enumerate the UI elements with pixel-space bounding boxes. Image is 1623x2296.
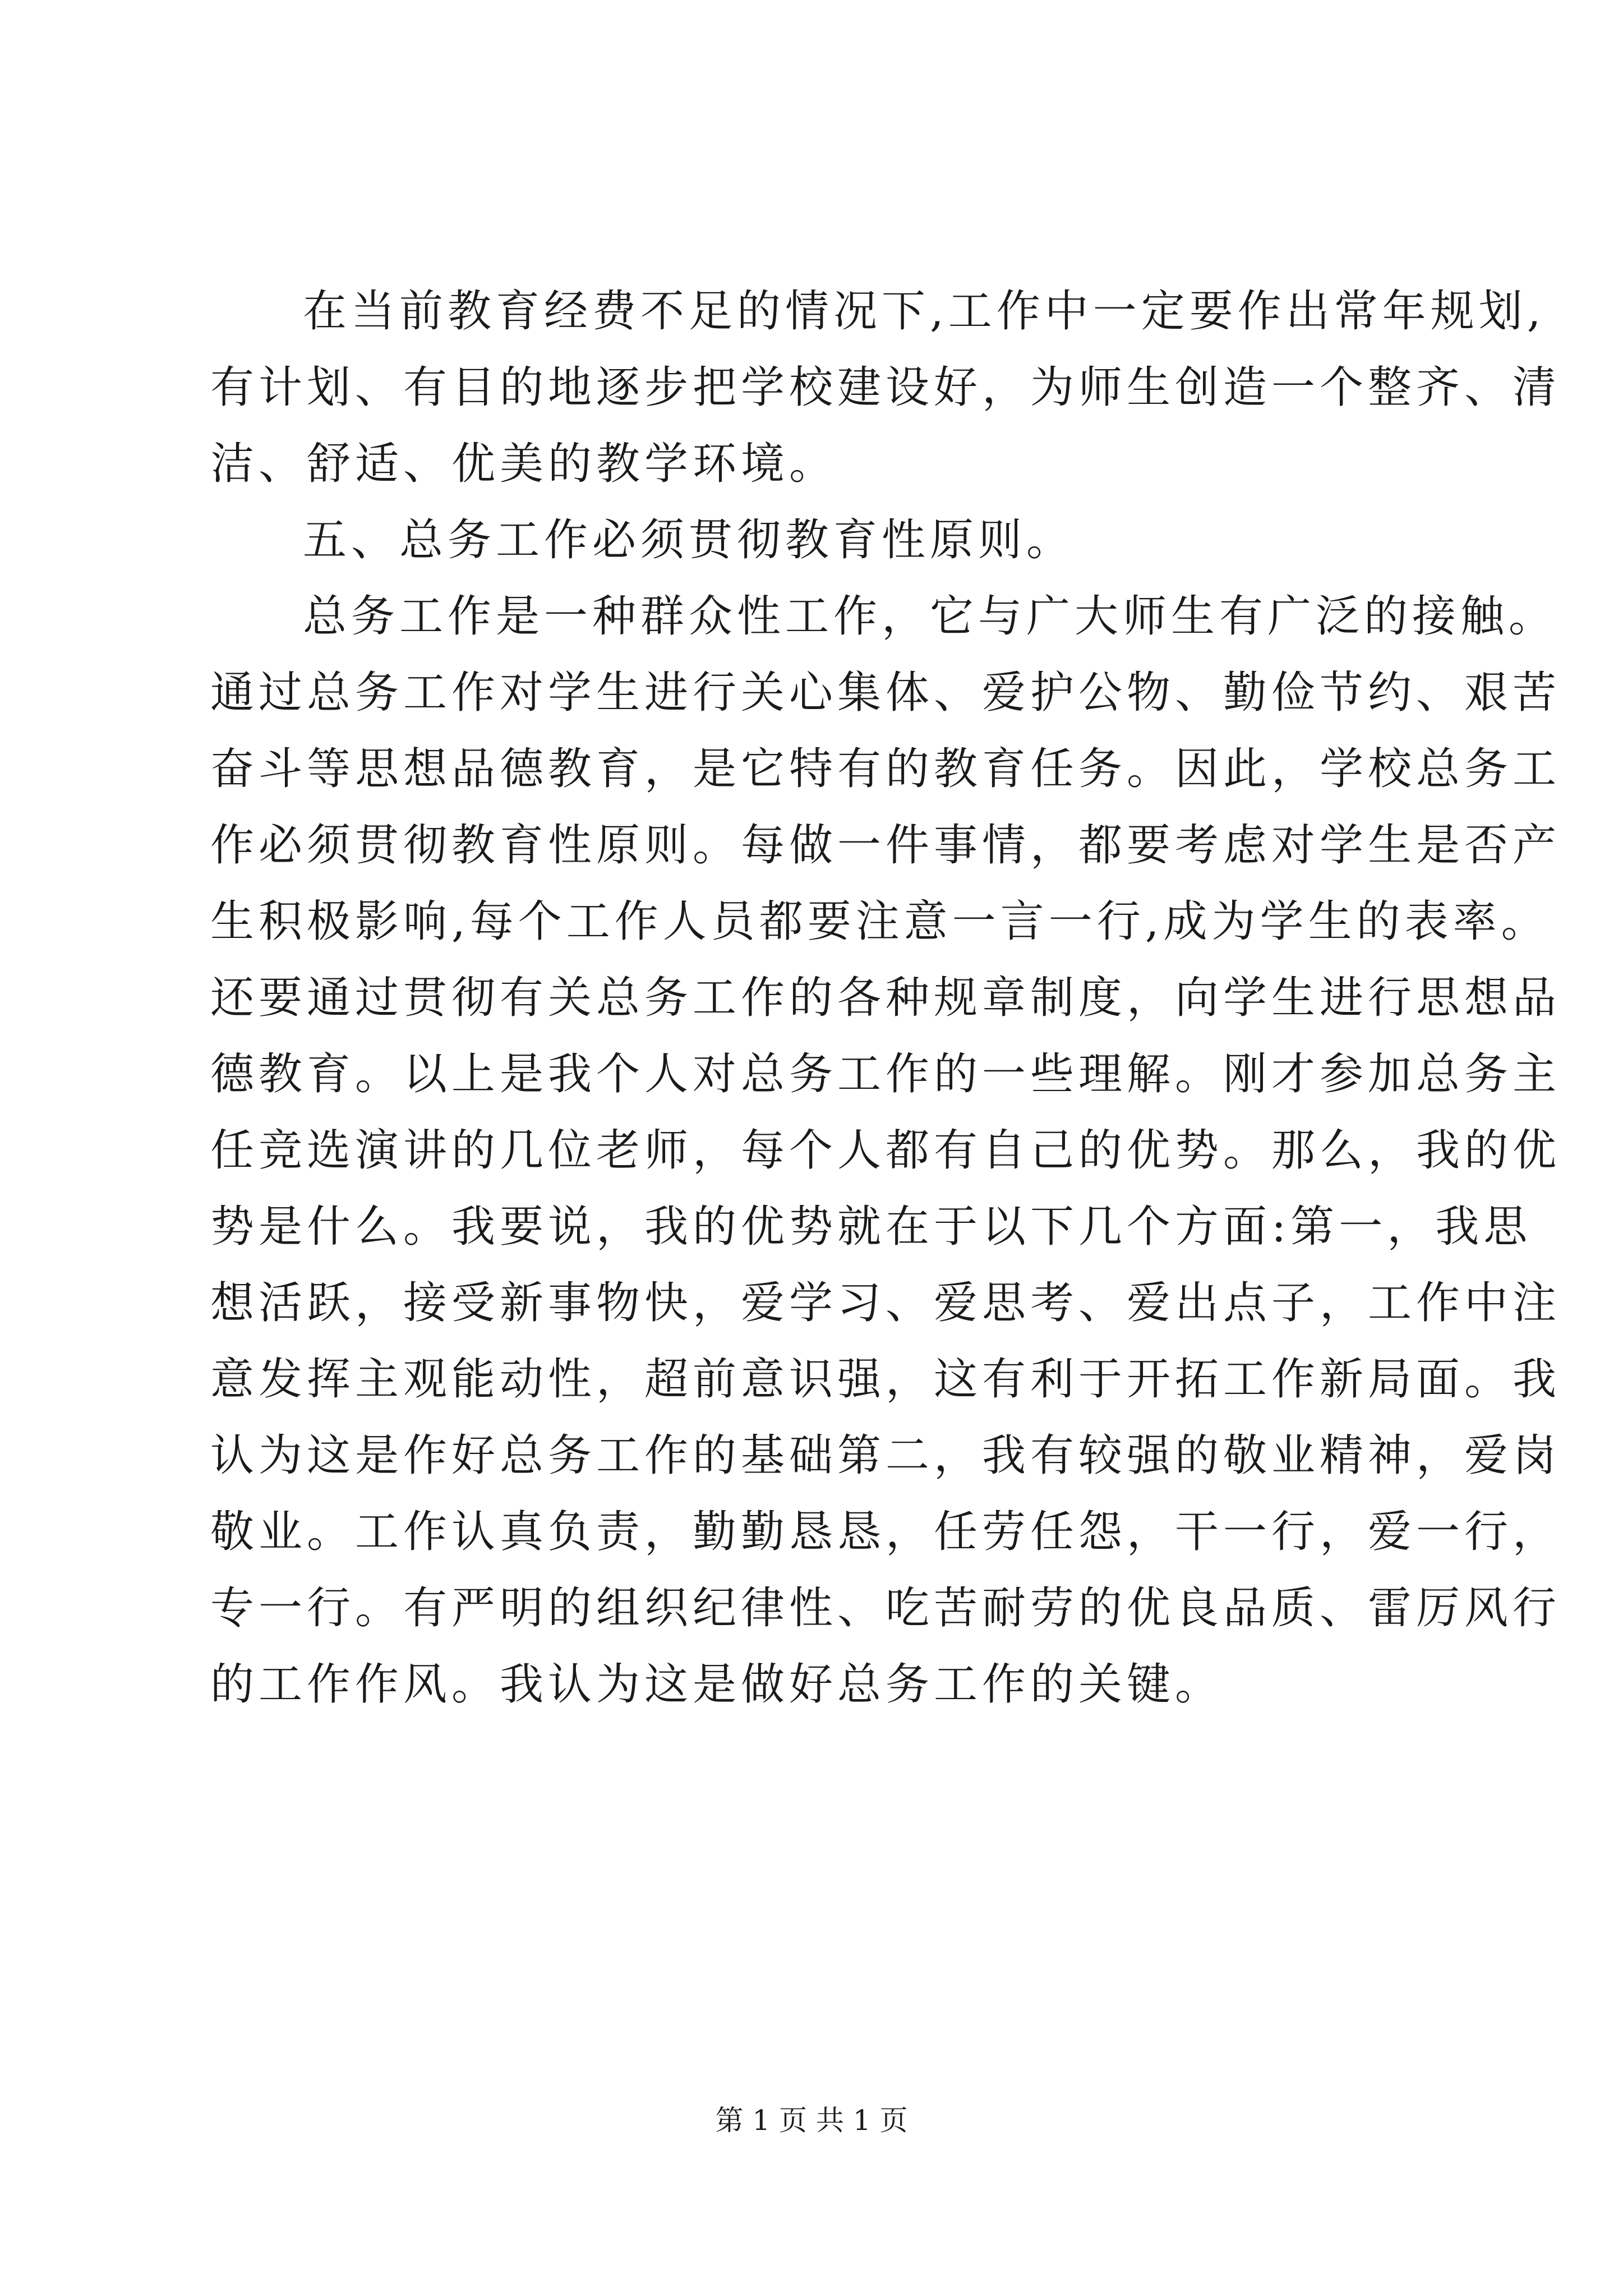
paragraph-line: 通过总务工作对学生进行关心集体、爱护公物、勤俭节约、艰苦 — [210, 668, 1561, 718]
paragraph-line: 势是什么。我要说，我的优势就在于以下几个方面:第一，我思 — [210, 1202, 1532, 1252]
paragraph-line: 德教育。以上是我个人对总务工作的一些理解。刚才参加总务主 — [210, 1049, 1561, 1099]
section-heading: 五、总务工作必须贯彻教育性原则。 — [303, 515, 1075, 565]
paragraph-line: 洁、舒适、优美的教学环境。 — [210, 439, 838, 489]
paragraph-line: 奋斗等思想品德教育，是它特有的教育任务。因此，学校总务工 — [210, 744, 1561, 794]
paragraph-line: 的工作作风。我认为这是做好总务工作的关键。 — [210, 1659, 1224, 1710]
paragraph-line: 想活跃，接受新事物快，爱学习、爱思考、爱出点子，工作中注 — [210, 1278, 1561, 1328]
page-number-footer: 第 1 页 共 1 页 — [715, 2104, 908, 2137]
paragraph-line: 认为这是作好总务工作的基础第二，我有较强的敬业精神，爱岗 — [210, 1430, 1561, 1481]
paragraph-line: 在当前教育经费不足的情况下,工作中一定要作出常年规划, — [303, 286, 1546, 337]
paragraph-line: 还要通过贯彻有关总务工作的各种规章制度，向学生进行思想品 — [210, 973, 1561, 1023]
paragraph-line: 任竞选演讲的几位老师，每个人都有自己的优势。那么，我的优 — [210, 1125, 1561, 1176]
paragraph-line: 作必须贯彻教育性原则。每做一件事情，都要考虑对学生是否产 — [210, 820, 1561, 871]
paragraph-line: 专一行。有严明的组织纪律性、吃苦耐劳的优良品质、雷厉风行 — [210, 1583, 1561, 1634]
paragraph-line: 有计划、有目的地逐步把学校建设好，为师生创造一个整齐、清 — [210, 362, 1561, 413]
paragraph-line: 意发挥主观能动性，超前意识强，这有利于开拓工作新局面。我 — [210, 1354, 1561, 1405]
paragraph-line: 生积极影响,每个工作人员都要注意一言一行,成为学生的表率。 — [210, 896, 1550, 947]
paragraph-line: 敬业。工作认真负责，勤勤恳恳，任劳任怨，干一行，爱一行， — [210, 1507, 1561, 1557]
paragraph-line: 总务工作是一种群众性工作，它与广大师生有广泛的接触。 — [303, 591, 1557, 642]
